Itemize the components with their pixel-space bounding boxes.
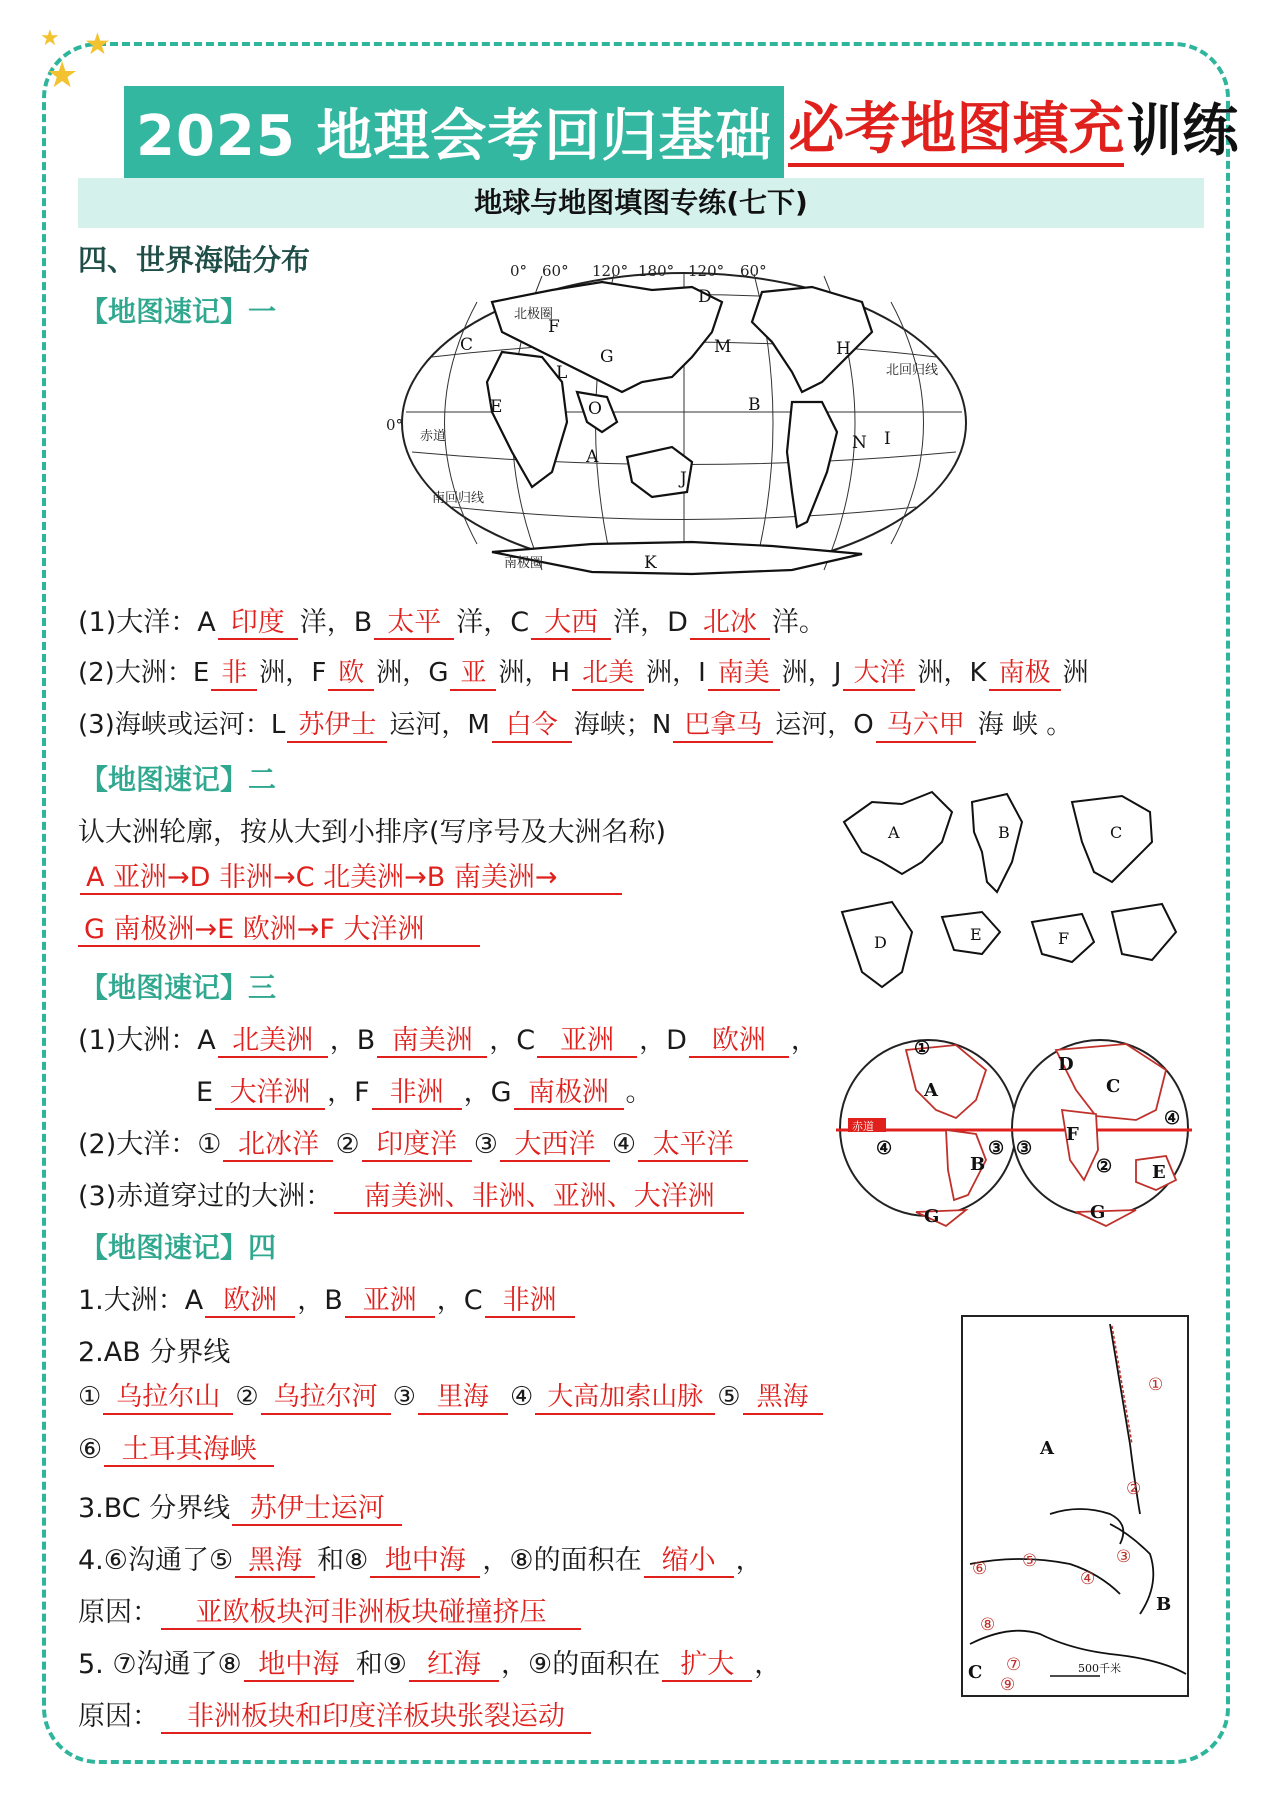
star-icon: ★: [46, 55, 79, 96]
arctic-circle-label: 北极圈: [514, 307, 554, 322]
m1-q1: (1)大洋：A 印度 洋，B 太平 洋，C 大西 洋，D 北冰 洋。: [78, 600, 826, 640]
map-label: F: [1066, 1124, 1079, 1145]
m4-q3: 3.BC 分界线 苏伊士运河: [78, 1486, 404, 1526]
map-label: N: [852, 433, 867, 453]
lon-label: 120°: [688, 262, 725, 280]
memo-heading-1: 【地图速记】一: [80, 295, 277, 328]
map-label: E: [490, 397, 503, 417]
map-label: ①: [914, 1038, 931, 1059]
m4-q2-row2: ⑥ 土耳其海峡: [78, 1434, 276, 1467]
map-label: G: [1090, 1202, 1106, 1223]
map-label: M: [714, 337, 732, 357]
continent-outlines-map: [832, 782, 1180, 996]
map-label: G: [924, 1206, 940, 1227]
lon-label: 60°: [542, 262, 569, 280]
map-label: ③: [988, 1138, 1005, 1159]
antarctic-circle-label: 南极圈: [504, 556, 544, 571]
map-label: D: [1058, 1054, 1074, 1075]
m3-q1-row1: (1)大洲：A 北美洲 ，B 南美洲 ，C 亚洲 ，D 欧洲 ，: [78, 1018, 818, 1058]
section-heading: 四、世界海陆分布: [78, 243, 311, 277]
map-label: E: [970, 925, 982, 944]
m1-q3: (3)海峡或运河：L 苏伊士 运河，M 白令 海峡；N 巴拿马 运河，O 马六甲 海 峡 。: [78, 704, 1072, 743]
memo-heading-3: 【地图速记】三: [80, 971, 277, 1004]
map-label: A: [586, 447, 599, 467]
m4-q2-row1: ① 乌拉尔山 ② 乌拉尔河 ③ 里海 ④ 大高加索山脉 ⑤ 黑海: [78, 1382, 825, 1415]
m2-prompt: 认大洲轮廓，按从大到小排序(写序号及大洲名称): [78, 817, 667, 848]
map-label: B: [970, 1154, 986, 1175]
map-label: ②: [1096, 1156, 1113, 1177]
map-label: D: [698, 287, 712, 307]
lon-label: 180°: [638, 262, 675, 280]
map-label: L: [556, 363, 568, 383]
tropic-s-label: 南回归线: [432, 491, 485, 506]
m2-answer1: A 亚洲→D 非洲→C 北美洲→B 南美洲→: [80, 862, 622, 895]
title-part1: 2025 地理会考回归基础: [124, 86, 784, 178]
map-label: ③: [1016, 1138, 1033, 1159]
map-label: C: [1110, 823, 1123, 842]
lon-label: 60°: [740, 262, 767, 280]
map-label: ⑨: [1000, 1675, 1016, 1695]
lon-label: 0°: [510, 262, 528, 280]
europe-asia-boundary-map: [960, 1314, 1190, 1698]
title-part2: 必考地图填充: [788, 97, 1124, 167]
m3-q2: (2)大洋：① 北冰洋 ② 印度洋 ③ 大西洋 ④ 太平洋: [78, 1122, 750, 1162]
map-label: I: [884, 429, 891, 449]
map-label: ⑤: [1022, 1551, 1038, 1571]
map-label: ⑥: [972, 1559, 988, 1579]
map-scale: 500千米: [1078, 1662, 1121, 1675]
map-label: ⑦: [1006, 1655, 1022, 1675]
map-label: D: [874, 933, 887, 952]
map-label: ④: [1164, 1108, 1181, 1129]
memo-heading-4: 【地图速记】四: [80, 1231, 277, 1264]
star-icon: ★: [84, 27, 111, 62]
world-map: [386, 262, 976, 584]
lat-label: 0°: [386, 416, 404, 434]
map-label: ⑧: [980, 1615, 996, 1635]
map-label: E: [1152, 1162, 1166, 1183]
star-icon: ★: [40, 26, 60, 51]
m4-q4-reason: 原因： 亚欧板块河非洲板块碰撞挤压: [78, 1590, 583, 1630]
map-label: G: [600, 347, 614, 367]
map-label: B: [998, 823, 1010, 842]
m4-q5-reason: 原因： 非洲板块和印度洋板块张裂运动: [78, 1694, 593, 1734]
map-label: A: [924, 1080, 938, 1101]
hemisphere-globes-map: [836, 1030, 1192, 1226]
map-label: ③: [1116, 1547, 1132, 1567]
m4-q2-label: 2.AB 分界线: [78, 1337, 231, 1368]
map-label: H: [836, 339, 851, 359]
map-label: ①: [1148, 1375, 1164, 1395]
map-label: ④: [876, 1138, 893, 1159]
m4-q1: 1.大洲：A 欧洲 ，B 亚洲 ，C 非洲: [78, 1278, 577, 1318]
page-title: [124, 86, 1238, 172]
map-label: A: [1040, 1438, 1054, 1459]
map-label: B: [748, 395, 761, 415]
equator-label: 赤道: [852, 1120, 874, 1133]
m3-q1-row2: E 大洋洲 ，F 非洲 ，G 南极洲 。: [196, 1070, 653, 1110]
m4-q4: 4.⑥沟通了⑤ 黑海 和⑧ 地中海 ，⑧的面积在 缩小 ，: [78, 1538, 763, 1578]
map-label: ②: [1126, 1479, 1142, 1499]
map-label: J: [680, 469, 687, 489]
map-label: F: [1058, 929, 1070, 948]
map-label: F: [548, 317, 560, 337]
m1-q2: (2)大洲：E 非 洲，F 欧 洲，G 亚 洲，H 北美 洲，I 南美 洲，J 大洋 洲，K 南极 洲: [78, 652, 1089, 691]
memo-heading-2: 【地图速记】二: [80, 763, 277, 796]
m2-answer2: G 南极洲→E 欧洲→F 大洋洲: [78, 914, 480, 947]
m3-q3: (3)赤道穿过的大洲： 南美洲、非洲、亚洲、大洋洲: [78, 1174, 746, 1214]
map-label: A: [888, 823, 900, 842]
map-label: C: [968, 1662, 983, 1683]
tropic-n-label: 北回归线: [886, 363, 939, 378]
map-label: C: [1106, 1076, 1121, 1097]
map-label: O: [588, 399, 602, 419]
title-part3: 训练: [1126, 99, 1239, 164]
lon-label: 120°: [592, 262, 629, 280]
map-label: B: [1156, 1594, 1172, 1615]
map-label: K: [644, 553, 657, 573]
equator-label: 赤道: [420, 429, 447, 444]
map-label: C: [460, 335, 474, 355]
m4-q5: 5. ⑦沟通了⑧ 地中海 和⑨ 红海 ，⑨的面积在 扩大 ，: [78, 1642, 781, 1682]
subtitle-bar: 地球与地图填图专练(七下): [78, 178, 1204, 228]
map-label: ④: [1080, 1569, 1096, 1589]
